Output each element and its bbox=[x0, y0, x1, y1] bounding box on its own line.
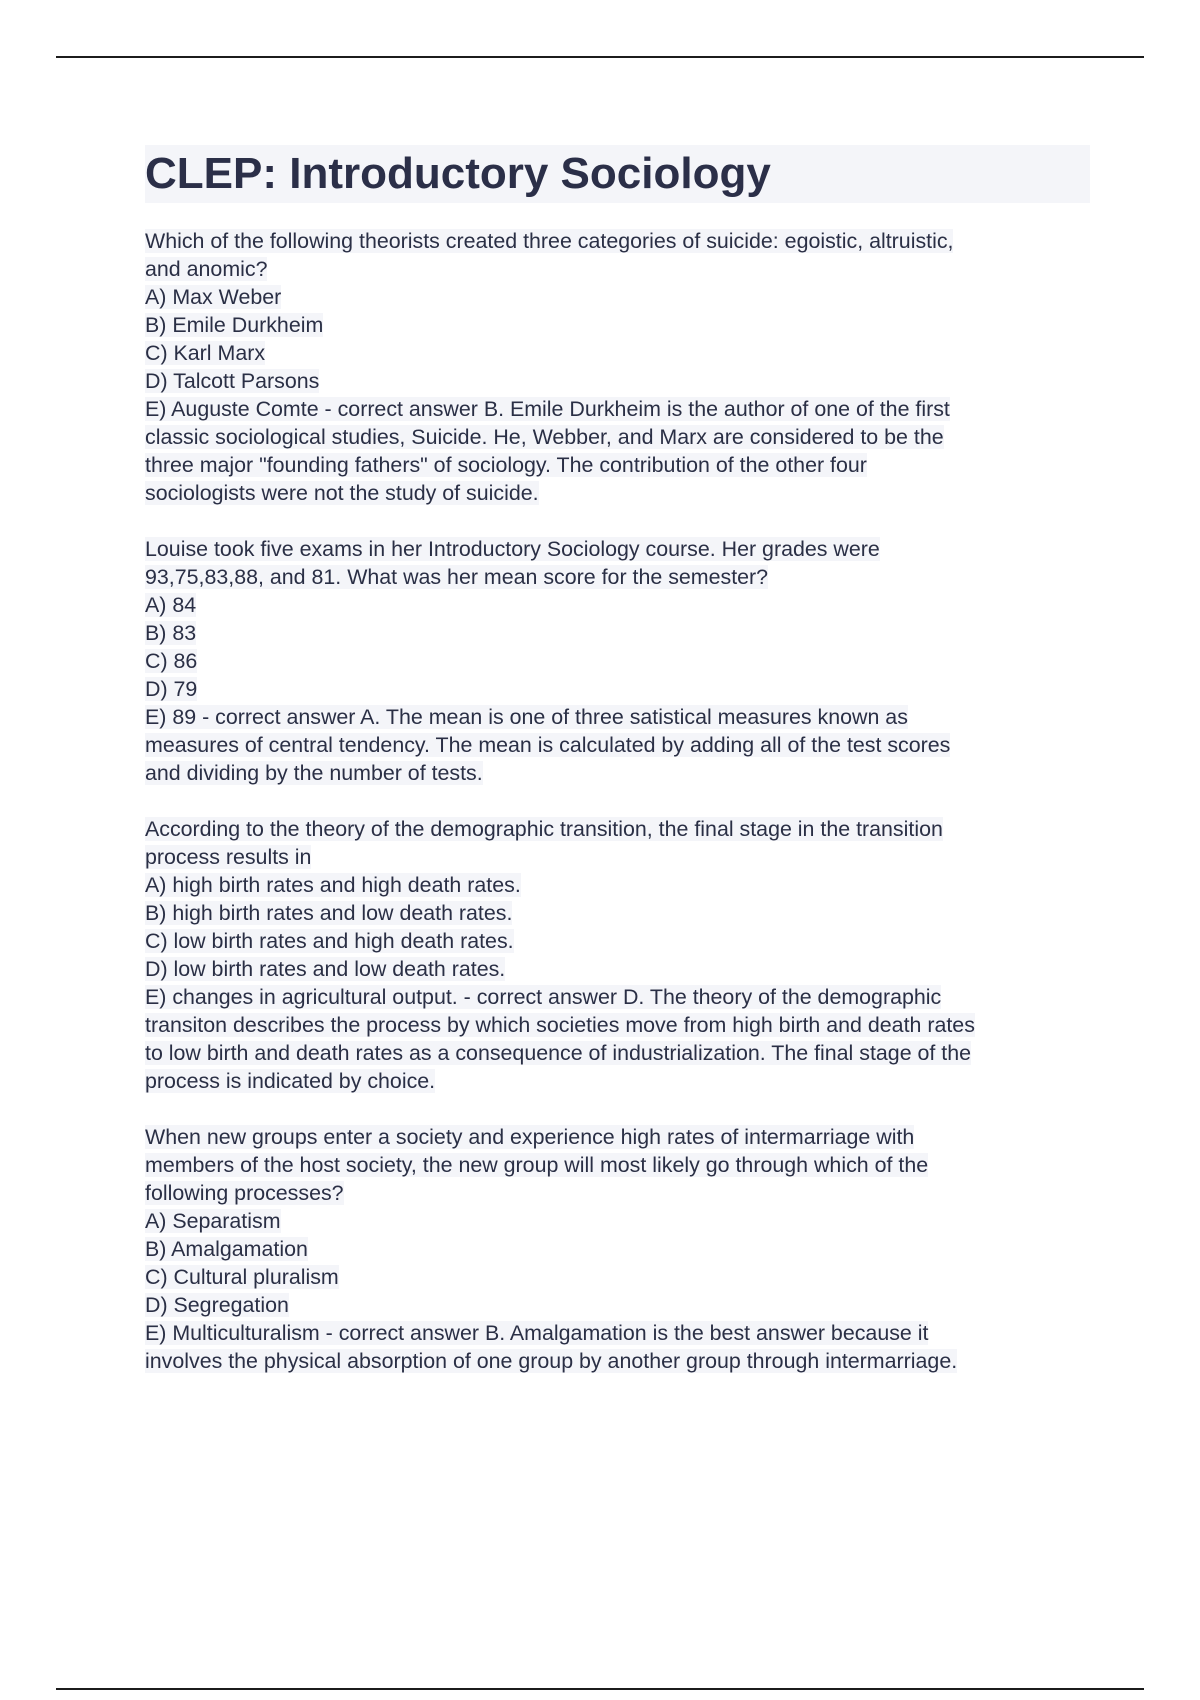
answer-option: D) Segregation bbox=[145, 1293, 289, 1317]
answer-explanation-line: sociologists were not the study of suicide. bbox=[145, 481, 539, 505]
header-rule bbox=[56, 56, 1144, 58]
question-block bbox=[145, 227, 1090, 507]
answer-option: D) 79 bbox=[145, 677, 198, 701]
question-text-line: When new groups enter a society and experience high rates of intermarriage with bbox=[145, 1125, 915, 1149]
answer-option: D) low birth rates and low death rates. bbox=[145, 957, 506, 981]
answer-explanation-line: E) 89 - correct answer A. The mean is one of three satistical measures known as bbox=[145, 705, 908, 729]
question-text-line: According to the theory of the demographic transition, the final stage in the transition bbox=[145, 817, 943, 841]
answer-explanation-line: to low birth and death rates as a consequence of industrialization. The final stage of the bbox=[145, 1041, 972, 1065]
question-text-line: members of the host society, the new group will most likely go through which of the bbox=[145, 1153, 929, 1177]
answer-option: B) Emile Durkheim bbox=[145, 313, 324, 337]
page-title: CLEP: Introductory Sociology bbox=[145, 145, 1090, 203]
document-content bbox=[145, 145, 1090, 1375]
answer-option: C) 86 bbox=[145, 649, 198, 673]
answer-explanation-line: process is indicated by choice. bbox=[145, 1069, 436, 1093]
answer-option: B) 83 bbox=[145, 621, 197, 645]
question-block bbox=[145, 1123, 1090, 1375]
question-block bbox=[145, 535, 1090, 787]
question-block bbox=[145, 815, 1090, 1095]
answer-option: C) low birth rates and high death rates. bbox=[145, 929, 514, 953]
answer-option: A) Max Weber bbox=[145, 285, 282, 309]
question-text-line: Louise took five exams in her Introductory Sociology course. Her grades were bbox=[145, 537, 880, 561]
question-text-line: 93,75,83,88, and 81. What was her mean score for the semester? bbox=[145, 565, 769, 589]
question-text-line: and anomic? bbox=[145, 257, 268, 281]
answer-explanation-line: classic sociological studies, Suicide. He, Webber, and Marx are considered to be the bbox=[145, 425, 944, 449]
answer-explanation-line: E) changes in agricultural output. - correct answer D. The theory of the demographic bbox=[145, 985, 942, 1009]
answer-option: A) Separatism bbox=[145, 1209, 281, 1233]
footer-rule bbox=[56, 1688, 1144, 1690]
question-text-line: Which of the following theorists created three categories of suicide: egoistic, altruistic, bbox=[145, 229, 954, 253]
answer-explanation-line: E) Auguste Comte - correct answer B. Emile Durkheim is the author of one of the first bbox=[145, 397, 950, 421]
answer-option: C) Karl Marx bbox=[145, 341, 266, 365]
answer-option: B) Amalgamation bbox=[145, 1237, 308, 1261]
answer-option: A) high birth rates and high death rates. bbox=[145, 873, 521, 897]
answer-explanation-line: transiton describes the process by which societies move from high birth and death rates bbox=[145, 1013, 975, 1037]
answer-explanation-line: involves the physical absorption of one group by another group through intermarriage. bbox=[145, 1349, 958, 1373]
answer-option: A) 84 bbox=[145, 593, 197, 617]
answer-option: D) Talcott Parsons bbox=[145, 369, 320, 393]
answer-explanation-line: measures of central tendency. The mean is calculated by adding all of the test scores bbox=[145, 733, 951, 757]
question-text-line: process results in bbox=[145, 845, 312, 869]
answer-explanation-line: three major "founding fathers" of sociology. The contribution of the other four bbox=[145, 453, 867, 477]
answer-option: B) high birth rates and low death rates. bbox=[145, 901, 513, 925]
answer-option: C) Cultural pluralism bbox=[145, 1265, 339, 1289]
question-text-line: following processes? bbox=[145, 1181, 344, 1205]
answer-explanation-line: E) Multiculturalism - correct answer B. Amalgamation is the best answer because it bbox=[145, 1321, 929, 1345]
answer-explanation-line: and dividing by the number of tests. bbox=[145, 761, 483, 785]
